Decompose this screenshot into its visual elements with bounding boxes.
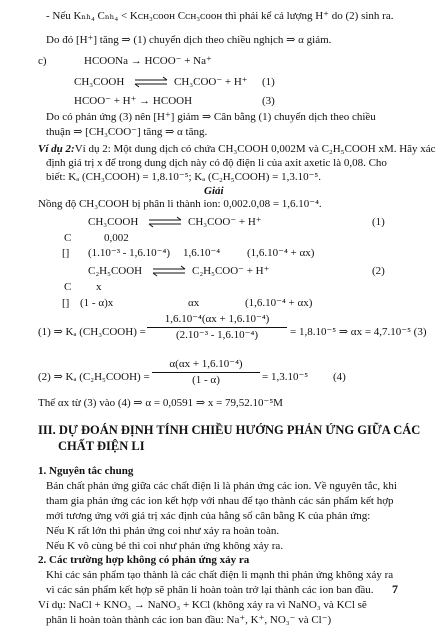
text-line: Do có phản ứng (3) nên [H⁺] giảm ⇒ Cân bằng (1) chuyển dịch theo chiều [46,111,376,123]
fraction [147,313,287,342]
cell-value: (1 - α)x [80,297,114,309]
text-line: tham gia phản ứng các ion kết hợp với nhau để tạo thành các sản phẩm kết hợp [46,495,394,507]
subsection-heading: 1. Nguyên tắc chung [38,465,134,477]
equation-right: C₂H₅COO⁻ + H⁺ [192,265,270,277]
text-line: Khi các sản phẩm tạo thành là các chất điện li mạnh thì phản ứng không xảy ra [46,569,394,581]
equation-right: CH₃COO⁻ + H⁺ [188,216,262,228]
equation-number: (2) [372,265,385,277]
fraction [152,358,260,387]
text-line: mới tương ứng với giá trị xác định của hằng số cân bằng K của phản ứng: [46,510,371,522]
solution-heading: Giải [204,185,224,197]
row-label: [] [62,247,70,259]
section-heading: III. DỰ ĐOÁN ĐỊNH TÍNH CHIỀU HƯỚNG PHẢN ỨNG GIỮA CÁC [38,423,421,437]
example-text: Ví dụ 2: Một dung dịch có chứa CH₃COOH 0,002M và C₂H₅COOH xM. Hãy xác [74,143,436,155]
cell-value: x [96,281,102,293]
text-line: Bản chất phản ứng giữa các chất điện li là phản ứng các ion. Về nguyên tắc, khi [46,480,397,492]
row-label: C [64,281,72,293]
cell-value: 1,6.10⁻⁴ [183,247,221,259]
cell-value: αx [188,297,200,309]
text-line-condition: - Nếu Kₙₕ₄ Cₙₕ₄ < Kᴄʜ₃ᴄᴏᴏʜ Cᴄʜ₃ᴄᴏᴏʜ thì phải kể cả lượng H⁺ do (2) sinh ra. [46,10,394,22]
subsection-heading: 2. Các trường hợp không có phản ứng xảy ra [38,554,250,566]
equation-left: CH₃COOH [74,76,125,88]
text-line: Nếu K rất lớn thì phản ứng coi như xảy ra hoàn toàn. [46,525,280,537]
equation-left: CH₃COOH [88,216,139,228]
equation-number: (1) [372,216,385,228]
text-line: thuận ⇒ [CH₃COO⁻] tăng ⇒ α tăng. [46,126,208,138]
example-heading [38,143,436,156]
cell-value: (1,6.10⁻⁴ + αx) [247,247,315,259]
equation: HCOO⁻ + H⁺ → HCOOH [74,95,193,107]
text-line: Nồng độ CH₃COOH bị phân li thành ion: 0,002.0,08 = 1,6.10⁻⁴. [38,198,322,210]
equilibrium-arrow-icon [147,216,183,229]
fraction-numerator: 1,6.10⁻⁴(αx + 1,6.10⁻⁴) [164,313,270,325]
equation-number: (4) [333,371,346,383]
page-number: 7 [392,582,398,596]
equilibrium-arrow-icon [133,76,169,89]
fraction-denominator: (2.10⁻³ - 1,6.10⁻⁴) [176,329,258,341]
fraction-denominator: (1 - α) [192,374,220,386]
equation-number: (3) [262,95,275,107]
text-line: Thế αx từ (3) vào (4) ⇒ α = 0,0591 ⇒ x = 79,52.10⁻⁵M [38,397,283,409]
fraction-numerator: α(αx + 1,6.10⁻⁴) [169,358,243,370]
text-line: Do đó [H⁺] tăng ⇒ (1) chuyển dịch theo chiều nghịch ⇒ α giảm. [46,34,332,46]
example-label: Ví dụ 2: [38,143,75,155]
formula-lhs: (1) ⇒ Kₐ (CH₃COOH) = [38,326,146,338]
formula-rhs: = 1,3.10⁻⁵ [262,371,309,383]
text-line: biết: Kₐ (CH₃COOH) = 1,8.10⁻⁵; Kₐ (C₂H₅COOH) = 1,3.10⁻⁵. [46,171,322,183]
text-line: vì các sản phẩm kết hợp sẽ phân li hoàn toàn trở lại thành các ion ban đầu. [46,584,374,596]
formula-lhs: (2) ⇒ Kₐ (C₂H₅COOH) = [38,371,150,383]
cell-value: (1,6.10⁻⁴ + αx) [245,297,313,309]
text-line: Ví dụ: NaCl + KNO₃ → NaNO₃ + KCl (không xảy ra vì NaNO₃ và KCl sẽ [38,599,367,611]
row-label: [] [62,297,70,309]
text-line: Nếu K vô cùng bé thì coi như phản ứng không xảy ra. [46,540,284,552]
section-heading: CHẤT ĐIỆN LI [58,439,145,453]
equation-left: C₂H₅COOH [88,265,143,277]
fraction-bar [152,372,260,373]
cell-value: 0,002 [104,232,129,244]
text-line: phân li hoàn toàn thành các ion ban đầu: Na⁺, K⁺, NO₃⁻ và Cl⁻) [46,614,332,626]
row-label: C [64,232,72,244]
equation-right: CH₃COO⁻ + H⁺ [174,76,248,88]
cell-value: (1.10⁻³ - 1,6.10⁻⁴) [88,247,170,259]
text-line: định giá trị x để trong dung dịch này có độ điện li của axit axetic là 0,08. Cho [46,157,387,169]
equation-number: (1) [262,76,275,88]
item-label: c) [38,55,47,67]
equation: HCOONa → HCOO⁻ + Na⁺ [84,55,212,67]
equilibrium-arrow-icon [151,265,187,278]
fraction-bar [147,327,287,328]
formula-rhs: = 1,8.10⁻⁵ ⇒ αx = 4,7.10⁻⁵ (3) [290,326,427,338]
